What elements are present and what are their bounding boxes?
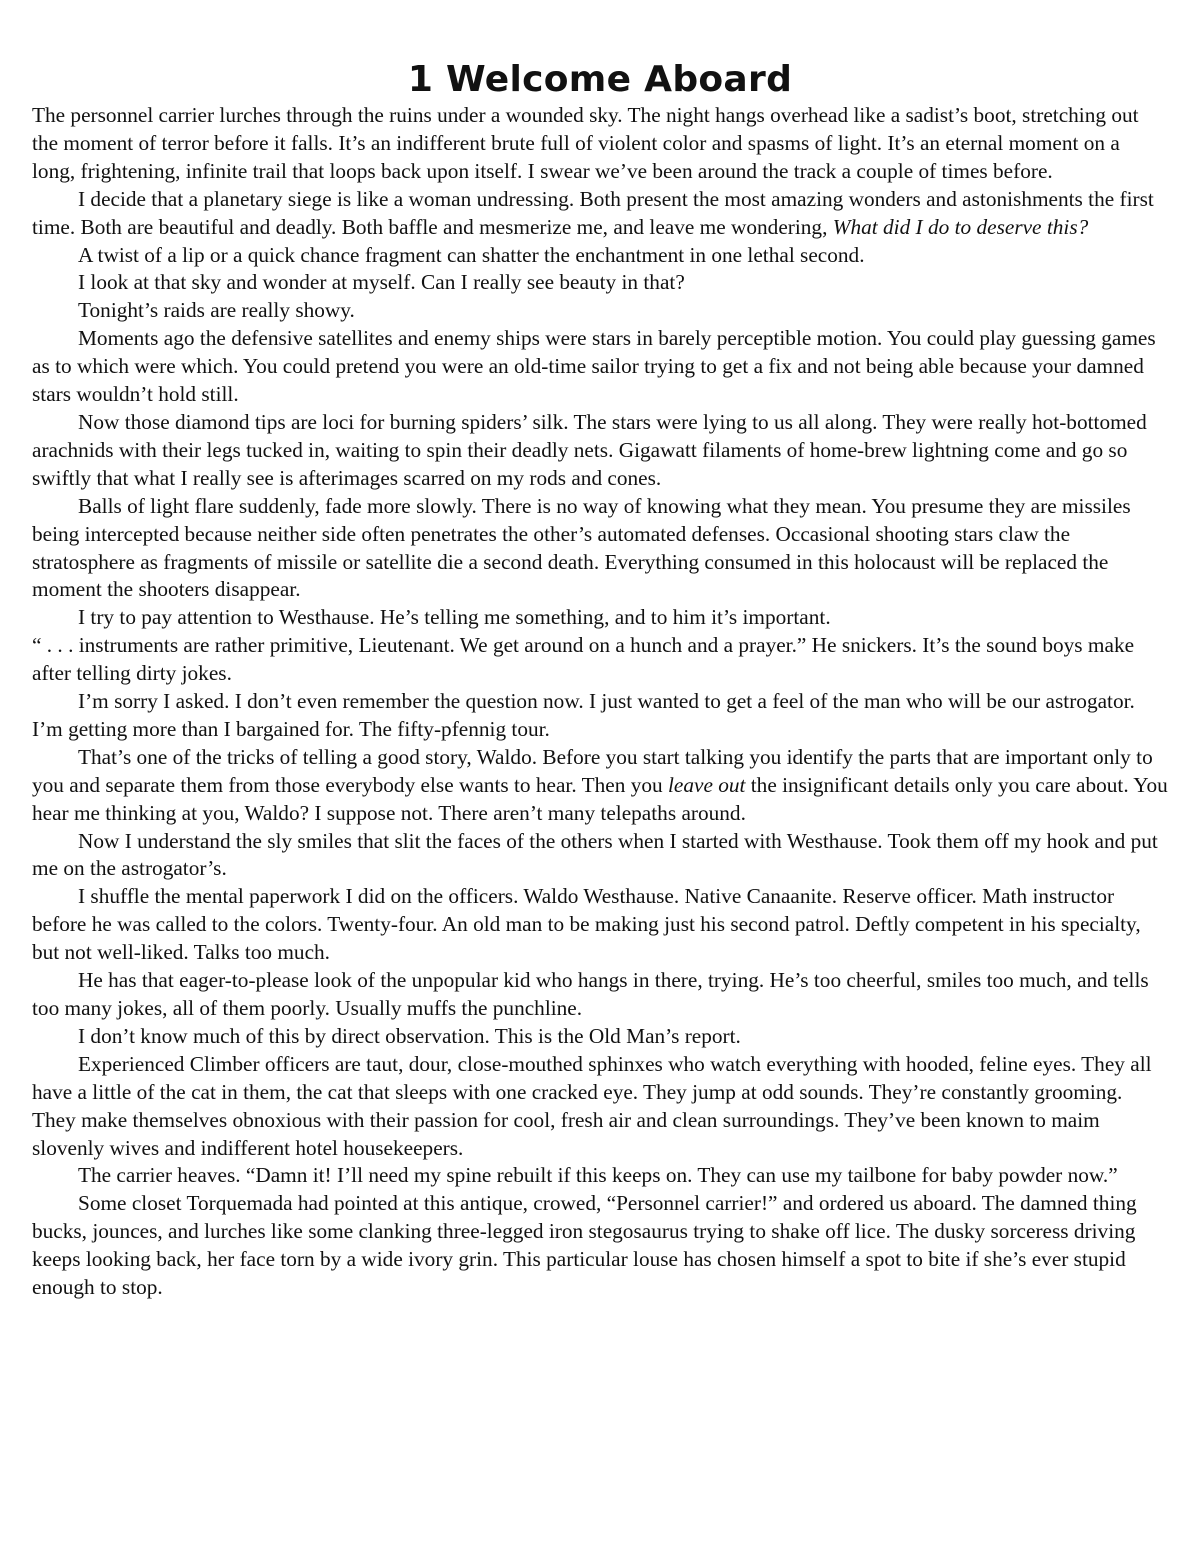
paragraph bbox=[32, 493, 1168, 605]
paragraph bbox=[32, 632, 1168, 688]
italic-text: leave out bbox=[667, 772, 746, 797]
paragraph bbox=[32, 1162, 1168, 1190]
paragraph bbox=[32, 325, 1168, 409]
paragraph-text: I shuffle the mental paperwork I did on the officers. Waldo Westhause. Native Canaanite. Reserve officer. Math instructor before he was called to the colors. Twenty-four. An old man to be making just his second patrol. Deftly competent in his specialty, but not well-liked. Talks too much. bbox=[32, 884, 1141, 965]
paragraph bbox=[32, 688, 1168, 744]
paragraph-text: He has that eager-to-please look of the unpopular kid who hangs in there, trying. He’s too cheerful, smiles too much, and tells too many jokes, all of them poorly. Usually muffs the punchline. bbox=[32, 968, 1149, 1020]
paragraph-text: I’m sorry I asked. I don’t even remember the question now. I just wanted to get a feel of the man who will be our astrogator. I’m getting more than I bargained for. The fifty-pfennig tour. bbox=[32, 689, 1135, 741]
paragraph bbox=[32, 409, 1168, 493]
paragraph bbox=[32, 1190, 1168, 1302]
paragraph-text: Some closet Torquemada had pointed at this antique, crowed, “Personnel carrier!” and ordered us aboard. The damned thing bucks, jounces, and lurches like some clanking three-legged iron stegosaurus trying to shake off lice. The dusky sorceress driving keeps looking back, her face torn by a wide ivory grin. This particular louse has chosen himself a spot to bite if she’s ever stupid enough to stop. bbox=[32, 1191, 1137, 1300]
paragraph bbox=[32, 297, 1168, 325]
paragraph-text: The carrier heaves. “Damn it! I’ll need my spine rebuilt if this keeps on. They can use my tailbone for baby powder now.” bbox=[78, 1163, 1118, 1188]
paragraph-text: The personnel carrier lurches through the ruins under a wounded sky. The night hangs overhead like a sadist’s boot, stretching out the moment of terror before it falls. It’s an indifferent brute full of violent color and spasms of light. It’s an eternal moment on a long, frightening, infinite trail that loops back upon itself. I swear we’ve been around the track a couple of times before. bbox=[32, 103, 1139, 183]
paragraph bbox=[32, 269, 1168, 297]
paragraph-text: Now I understand the sly smiles that slit the faces of the others when I started with Westhause. Took them off my hook and put me on the astrogator’s. bbox=[32, 828, 1158, 881]
paragraph-text: I look at that sky and wonder at myself. Can I really see beauty in that? bbox=[78, 270, 685, 295]
chapter-title: 1 Welcome Aboard bbox=[407, 59, 793, 100]
chapter-body bbox=[32, 102, 1168, 1302]
paragraph-text: the insignificant details only you care about. You hear me thinking at you, Waldo? I suppose not. There aren’t many telepaths around. bbox=[32, 772, 1168, 825]
paragraph bbox=[32, 242, 1168, 270]
paragraph bbox=[32, 186, 1168, 242]
paragraph-text: Experienced Climber officers are taut, dour, close-mouthed sphinxes who watch everything with hooded, feline eyes. They all have a little of the cat in them, the cat that sleeps with one cracked eye. They jump at odd sounds. They’re constantly grooming. They make themselves obnoxious with their passion for cool, fresh air and clean surroundings. They’ve been known to maim slovenly wives and indifferent hotel housekeepers. bbox=[32, 1051, 1152, 1160]
paragraph-text: Tonight’s raids are really showy. bbox=[78, 298, 355, 323]
paragraph-text: A twist of a lip or a quick chance fragment can shatter the enchantment in one lethal second. bbox=[78, 242, 865, 267]
paragraph-text: I decide that a planetary siege is like a woman undressing. Both present the most amazing wonders and astonishments the first time. Both are beautiful and deadly. Both baffle and mesmerize me, and leave me wondering, bbox=[32, 186, 1154, 239]
paragraph-text: I try to pay attention to Westhause. He’s telling me something, and to him it’s important. bbox=[78, 605, 831, 630]
paragraph-text: I don’t know much of this by direct observation. This is the Old Man’s report. bbox=[78, 1023, 741, 1048]
paragraph-text: Balls of light flare suddenly, fade more slowly. There is no way of knowing what they mean. You presume they are missiles being intercepted because neither side often penetrates the other’s automated defenses. Occasional shooting stars claw the stratosphere as fragments of missile or satellite die a second death. Everything consumed in this holocaust will be replaced the moment the shooters disappear. bbox=[32, 493, 1131, 602]
paragraph bbox=[32, 1051, 1168, 1163]
paragraph-text: “ . . . instruments are rather primitive, Lieutenant. We get around on a hunch and a prayer.” He snickers. It’s the sound boys make after telling dirty jokes. bbox=[32, 633, 1135, 686]
paragraph bbox=[32, 604, 1168, 632]
italic-text: What did I do to deserve this? bbox=[832, 214, 1089, 239]
paragraph-text: Moments ago the defensive satellites and enemy ships were stars in barely perceptible motion. You could play guessing games as to which were which. You could pretend you were an old-time sailor trying to get a fix and not being able because your damned stars wouldn’t hold still. bbox=[32, 326, 1156, 407]
paragraph-text: That’s one of the tricks of telling a good story, Waldo. Before you start talking you identify the parts that are important only to you and separate them from those everybody else wants to hear. Then you bbox=[32, 744, 1153, 797]
paragraph bbox=[32, 744, 1168, 828]
paragraph bbox=[32, 967, 1168, 1023]
paragraph bbox=[32, 102, 1168, 186]
paragraph bbox=[32, 1023, 1168, 1051]
paragraph-text: Now those diamond tips are loci for burning spiders’ silk. The stars were lying to us all along. They were really hot-bottomed arachnids with their legs tucked in, waiting to spin their deadly nets. Gigawatt filaments of home-brew lightning come and go so swiftly that what I really see is afterimages scarred on my rods and cones. bbox=[32, 409, 1147, 490]
paragraph bbox=[32, 828, 1168, 884]
paragraph bbox=[32, 883, 1168, 967]
